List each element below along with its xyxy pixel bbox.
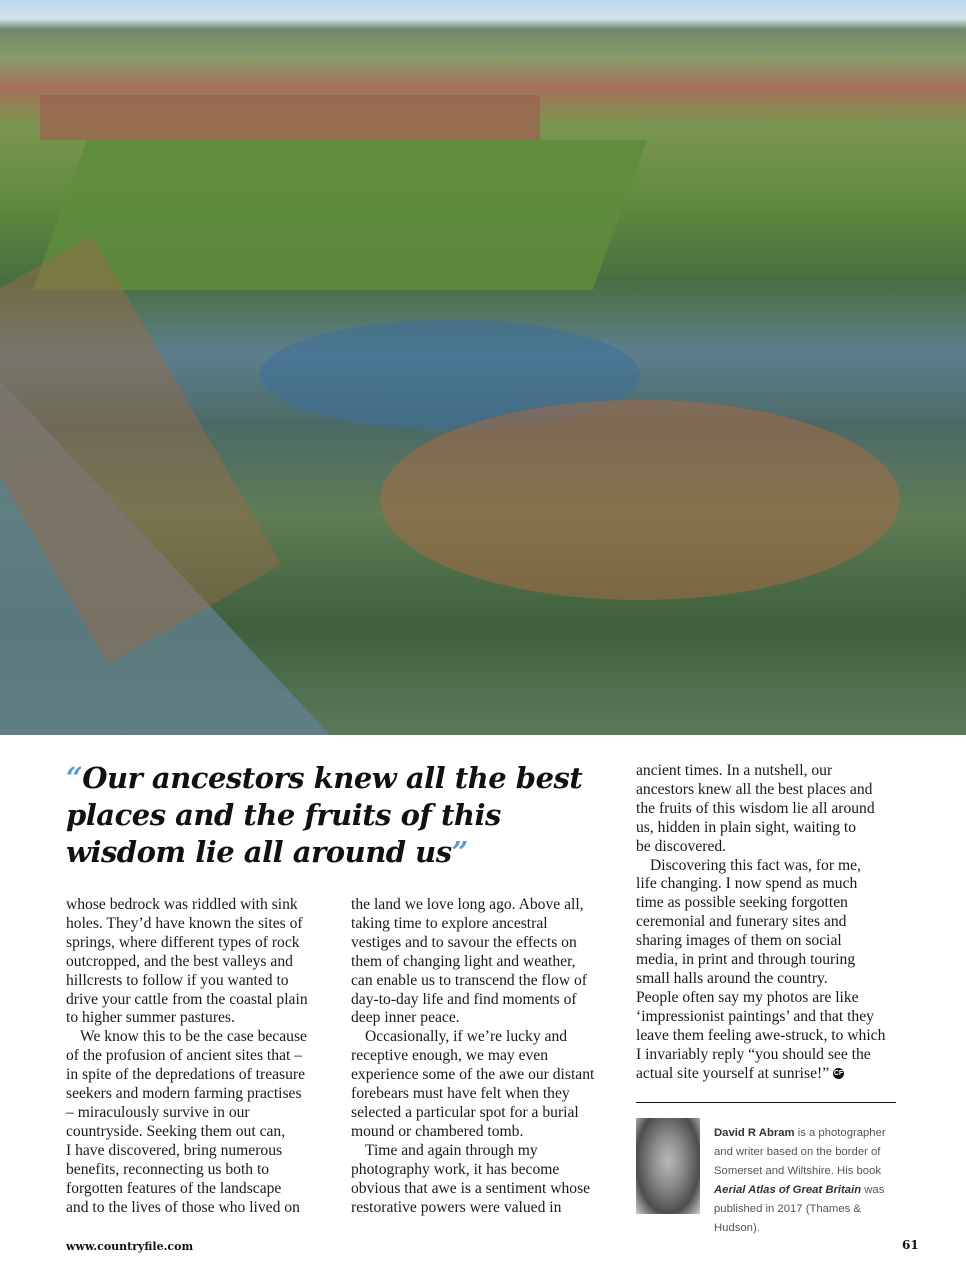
ploughed-field [40,95,540,140]
body-text-line: actual site yourself at sunrise!” CF [636,1064,844,1082]
body-text-line: forgotten features of the landscape [66,1179,282,1197]
body-text-line: drive your cattle from the coastal plain [66,990,308,1008]
close-quote-mark: ” [451,835,468,869]
body-text-line: taking time to explore ancestral [351,914,548,932]
author-bio [714,1124,904,1238]
body-column-3 [636,762,885,1083]
body-text-line: obvious that awe is a sentiment whose [351,1179,591,1197]
body-text-line: small halls around the country. [636,969,828,987]
bio-text: is a photographer and writer based on the border of Somerset and Wiltshire. His book [714,1127,886,1177]
body-text-line: I invariably reply “you should see the [636,1045,871,1063]
footer-url: www.countryfile.com [66,1240,194,1253]
page-number: 61 [902,1238,919,1252]
body-text-line: I have discovered, bring numerous [66,1141,283,1159]
body-text-line: the fruits of this wisdom lie all around [636,799,875,817]
body-text-line: us, hidden in plain sight, waiting to [636,818,857,836]
body-text-line: ‘impressionist paintings’ and that they [636,1007,874,1025]
body-text-line: Occasionally, if we’re lucky and [365,1028,568,1046]
body-text-line: selected a particular spot for a burial [351,1103,579,1121]
author-name: David R Abram [714,1127,795,1139]
open-quote-mark: “ [66,761,83,795]
body-text-line: life changing. I now spend as much [636,875,858,893]
body-text-line: Time and again through my [365,1141,538,1159]
body-text-line: in spite of the depredations of treasure [66,1066,306,1084]
pull-quote-text: Our ancestors knew all the best places and the fruits of this wisdom lie all around us [66,761,583,869]
trees [380,400,900,600]
body-text-line: countryside. Seeking them out can, [66,1122,286,1140]
pull-quote [66,760,626,871]
body-text-line: mound or chambered tomb. [351,1122,524,1140]
body-text-line: the land we love long ago. Above all, [351,896,584,913]
body-text-line: time as possible seeking forgotten [636,894,848,912]
body-column-1 [66,896,308,1217]
body-text-line: People often say my photos are like [636,988,859,1006]
body-text-line: ancient times. In a nutshell, our [636,762,833,779]
body-text-line: whose bedrock was riddled with sink [66,896,298,913]
body-text-line: holes. They’d have known the sites of [66,914,303,932]
end-mark-icon: CF [833,1070,844,1078]
body-text-line: and to the lives of those who lived on [66,1198,300,1216]
body-column-2 [351,896,594,1217]
body-text-line: sharing images of them on social [636,932,842,950]
body-text-line: experience some of the awe our distant [351,1066,595,1084]
body-text-line: outcropped, and the best valleys and [66,952,293,970]
body-text-line: springs, where different types of rock [66,933,300,951]
body-text-line: day-to-day life and find moments of [351,990,577,1008]
bio-divider [636,1102,896,1103]
author-photo [636,1118,700,1214]
body-text-line: be discovered. [636,837,727,855]
body-text-line: photography work, it has become [351,1160,560,1178]
body-text-line: benefits, reconnecting us both to [66,1160,270,1178]
body-text-line: ancestors knew all the best places and [636,780,873,798]
green-field [33,140,648,290]
body-text-line: can enable us to transcend the flow of [351,971,587,989]
body-text-line: vestiges and to savour the effects on [351,933,577,951]
body-text-line: restorative powers were valued in [351,1198,562,1216]
body-text-line: deep inner peace. [351,1009,460,1027]
book-title: Aerial Atlas of Great Britain [714,1184,862,1196]
body-text-line: forebears must have felt when they [351,1085,570,1103]
body-text-line: We know this to be the case because [80,1028,307,1046]
body-text-line: to higher summer pastures. [66,1009,235,1027]
body-text-line: leave them feeling awe-struck, to which [636,1026,886,1044]
bio-text-end: was published in 2017 (Thames & Hudson). [714,1184,885,1234]
body-text-line: them of changing light and weather, [351,952,576,970]
body-text-line: – miraculously survive in our [66,1103,250,1121]
body-text-line: seekers and modern farming practises [66,1085,302,1103]
body-text-line: receptive enough, we may even [351,1047,549,1065]
body-text-line: ceremonial and funerary sites and [636,913,847,931]
body-text-line: media, in print and through touring [636,951,856,969]
body-text-line: hillcrests to follow if you wanted to [66,971,289,989]
body-text-line: Discovering this fact was, for me, [650,856,861,874]
body-text-line: of the profusion of ancient sites that – [66,1047,303,1065]
